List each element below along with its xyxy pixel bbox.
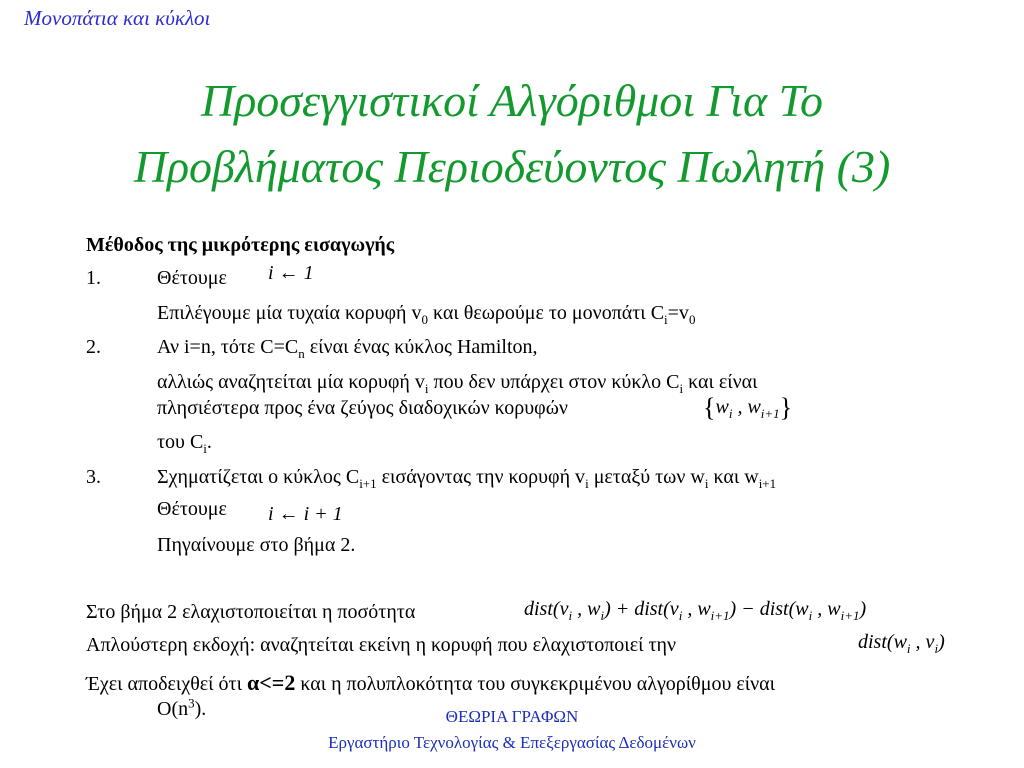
- step-1-text: Θέτουμε: [157, 267, 227, 289]
- step-2-line-2: αλλιώς αναζητείται μία κορυφή $v_i$ που δεν υπάρχει στον κύκλο $C_i$ και είναι: [157, 371, 758, 396]
- method-heading: Μέθοδος της μικρότερης εισαγωγής: [86, 234, 395, 256]
- footer-lab-name: Εργαστήριο Τεχνολογίας & Επεξεργασίας Δεδομένων: [328, 733, 696, 752]
- note-simpler-version: Απλούστερη εκδοχή: αναζητείται εκείνη η κορυφή που ελαχιστοποιεί την: [86, 634, 677, 656]
- step-2-line-4: του $C_i$.: [157, 431, 212, 456]
- footer-course-title: ΘΕΩΡΙΑ ΓΡΑΦΩΝ: [445, 707, 579, 726]
- note-complexity: $O(n^3)$.: [157, 695, 207, 720]
- step-3-line-2: Θέτουμε: [157, 498, 227, 520]
- step-1-number: 1.: [86, 267, 101, 289]
- formula-vertex-pair: {$w_i$ , $w_{i+1}$}: [703, 393, 793, 422]
- step-2-line-3: πλησιέστερα προς ένα ζεύγος διαδοχικών κορυφών: [157, 397, 568, 419]
- formula-increment-i: i ← i + 1: [268, 503, 343, 525]
- formula-assign-i-1: i ← 1: [268, 262, 314, 284]
- note-minimized-quantity: Στο βήμα 2 ελαχιστοποιείται η ποσότητα: [86, 601, 416, 623]
- title-line-1: Προσεγγιστικοί Αλγόριθμοι Για Το: [200, 75, 824, 126]
- slide-header: Μονοπάτια και κύκλοι: [24, 6, 211, 30]
- step-2-number: 2.: [86, 336, 101, 358]
- title-line-2: Προβλήματος Περιοδεύοντος Πωλητή (3): [133, 141, 891, 192]
- note-approximation-ratio: Έχει αποδειχθεί ότι α<=2 και η πολυπλοκότητα του συγκεκριμένου αλγορίθμου είναι: [86, 670, 776, 695]
- step-3-line-3: Πηγαίνουμε στο βήμα 2.: [157, 534, 356, 556]
- step-1-line-2: Επιλέγουμε μία τυχαία κορυφή $v_0$ και θεωρούμε το μονοπάτι $C_i=v_0$: [157, 302, 696, 327]
- step-2-text: Αν i=n, τότε $C=C_n$ είναι ένας κύκλος Hamilton,: [157, 336, 538, 361]
- formula-insertion-cost: $dist(v_i$ , $w_i$) + $dist(v_i$ , $w_{i+1}$) − $dist(w_i$ , $w_{i+1}$): [524, 598, 867, 623]
- slide-title: [0, 68, 1024, 200]
- step-3-text: Σχηματίζεται ο κύκλος $C_{i+1}$ εισάγοντας την κορυφή $v_i$ μεταξύ των $w_i$ και $w_{i+1}$: [157, 466, 777, 491]
- step-3-number: 3.: [86, 466, 101, 488]
- formula-dist-wi-vi: $dist(w_i$ , $v_i$): [858, 631, 945, 656]
